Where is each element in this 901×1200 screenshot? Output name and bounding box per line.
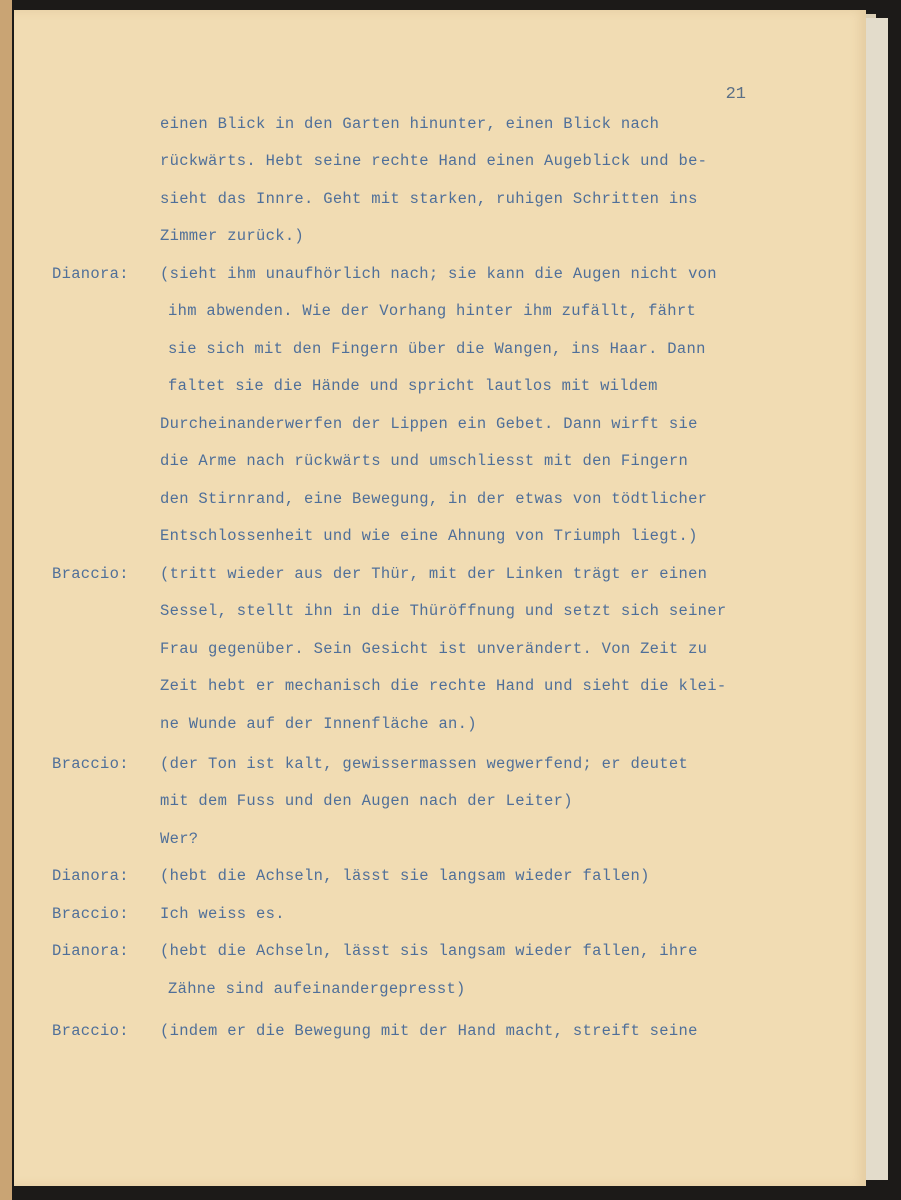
text-line: Zimmer zurück.) [160,227,305,245]
speaker-label: Braccio: [52,565,129,583]
text-line: ihm abwenden. Wie der Vorhang hinter ihm zufällt, fährt [168,302,697,320]
text-line: Frau gegenüber. Sein Gesicht ist unverändert. Von Zeit zu [160,640,708,658]
text-line: ne Wunde auf der Innenfläche an.) [160,715,477,733]
speaker-label: Dianora: [52,942,129,960]
text-line: Ich weiss es. [160,905,285,923]
text-line: faltet sie die Hände und spricht lautlos mit wildem [168,377,658,395]
text-line: (hebt die Achseln, lässt sis langsam wieder fallen, ihre [160,942,698,960]
text-line: sieht das Innre. Geht mit starken, ruhigen Schritten ins [160,190,698,208]
page-number: 21 [725,85,746,104]
text-line: Entschlossenheit und wie eine Ahnung von Triumph liegt.) [160,527,698,545]
text-line: die Arme nach rückwärts und umschliesst mit den Fingern [160,452,689,470]
speaker-label: Dianora: [52,265,129,283]
text-line: sie sich mit den Fingern über die Wangen, ins Haar. Dann [168,340,706,358]
text-line: (hebt die Achseln, lässt sie langsam wieder fallen) [160,867,650,885]
text-line: den Stirnrand, eine Bewegung, in der etwas von tödtlicher [160,490,708,508]
text-line: einen Blick in den Garten hinunter, einen Blick nach [160,115,660,133]
text-line: Sessel, stellt ihn in die Thüröffnung und setzt sich seiner [160,602,727,620]
text-line: (sieht ihm unaufhörlich nach; sie kann die Augen nicht von [160,265,717,283]
speaker-label: Braccio: [52,755,129,773]
text-line: (indem er die Bewegung mit der Hand macht, streift seine [160,1022,698,1040]
document-page [14,10,866,1186]
text-line: Durcheinanderwerfen der Lippen ein Gebet. Dann wirft sie [160,415,698,433]
text-line: Wer? [160,830,199,848]
text-line: (der Ton ist kalt, gewissermassen wegwerfend; er deutet [160,755,689,773]
text-line: rückwärts. Hebt seine rechte Hand einen Augeblick und be- [160,152,708,170]
text-line: (tritt wieder aus der Thür, mit der Linken trägt er einen [160,565,708,583]
speaker-label: Braccio: [52,1022,129,1040]
speaker-label: Braccio: [52,905,129,923]
speaker-label: Dianora: [52,867,129,885]
binding-edge [0,0,12,1200]
text-line: Zähne sind aufeinandergepresst) [168,980,466,998]
text-line: mit dem Fuss und den Augen nach der Leiter) [160,792,573,810]
text-line: Zeit hebt er mechanisch die rechte Hand und sieht die klei- [160,677,727,695]
